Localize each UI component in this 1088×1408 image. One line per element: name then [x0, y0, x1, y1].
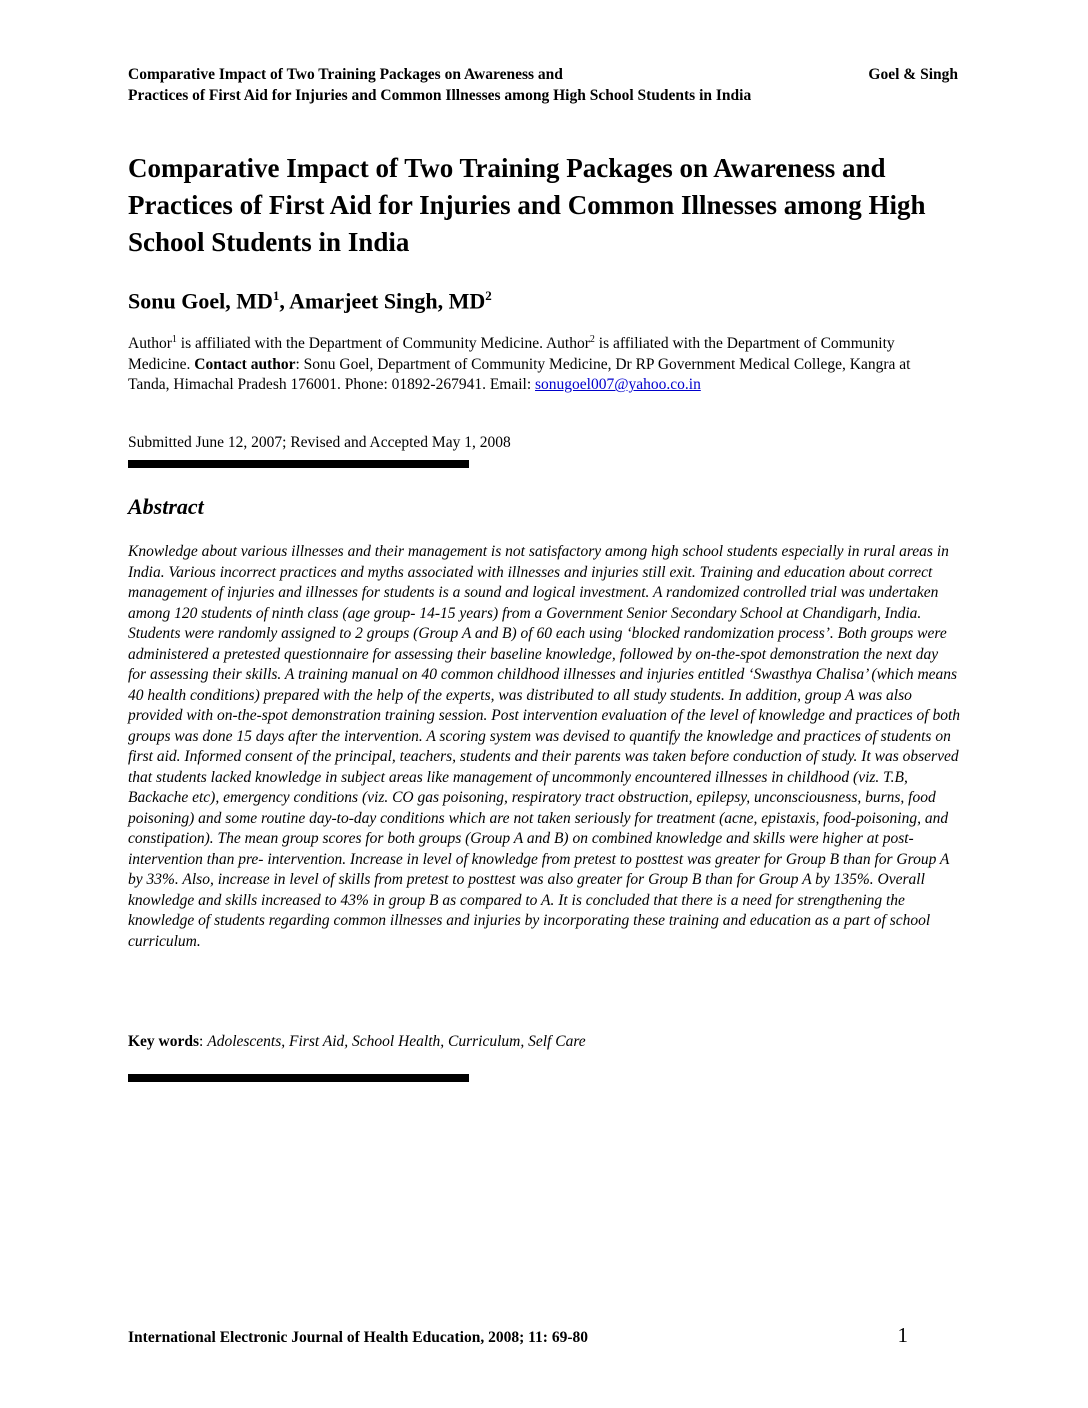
contact-author-label: Contact author — [194, 355, 296, 373]
author-name-2: Amarjeet Singh, MD — [289, 288, 486, 314]
submission-dates: Submitted June 12, 2007; Revised and Accepted May 1, 2008 — [128, 434, 511, 451]
affiliation-sup-2: 2 — [589, 334, 595, 345]
email-link[interactable]: sonugoel007@yahoo.co.in — [535, 376, 701, 394]
journal-citation: International Electronic Journal of Health Education, 2008; 11: 69-80 — [128, 1329, 588, 1346]
affiliation-text-1: is affiliated with the Department of Community Medicine. — [176, 335, 546, 353]
abstract-heading: Abstract — [128, 494, 204, 519]
running-head-title-line2: Practices of First Aid for Injuries and Common Illnesses among High School Students in India — [128, 87, 752, 104]
paper-title: Comparative Impact of Two Training Packages on Awareness and Practices of First Aid for Injuries and Common Illnesses among High School Students in India — [128, 153, 926, 257]
running-head-line1 — [128, 64, 958, 85]
affiliation-author-word-1: Author — [128, 335, 172, 353]
keywords-values: Adolescents, First Aid, School Health, Curriculum, Self Care — [207, 1033, 586, 1050]
keywords — [128, 1032, 586, 1052]
running-head-title-line1: Comparative Impact of Two Training Packages on Awareness and — [128, 66, 563, 83]
affiliation — [128, 330, 928, 396]
affiliation-text-2: is affiliated with the Department of Community Medicine. — [128, 335, 895, 373]
author-superscript-2: 2 — [485, 288, 492, 303]
author-list — [128, 280, 492, 317]
running-head-authors: Goel & Singh — [868, 66, 958, 83]
affiliation-sup-1: 1 — [171, 334, 177, 345]
keywords-separator: : — [199, 1033, 208, 1050]
author-name-1: Sonu Goel, MD — [128, 288, 273, 314]
page-number: 1 — [897, 1323, 908, 1347]
abstract-body: Knowledge about various illnesses and their management is not satisfactory among high school students especially in rural areas in India. Various incorrect practices and myths associated with illnesses and injuries still exit. Training and education about correct management of injuries and illnesses for students is a sound and logical investment. A randomized controlled trial was undertaken among 120 students of ninth class (age group- 14-15 years) from a Government Senior Secondary School at Chandigarh, India. Students were randomly assigned to 2 groups (Group A and B) of 60 each using ‘blocked randomization process’. Both groups were administered a pretested questionnaire for assessing their baseline knowledge, followed by on-the-spot demonstration the next day for assessing their skills. A training manual on 40 common childhood illnesses and injuries entitled ‘Swasthya Chalisa’ (which means 40 health conditions) prepared with the help of the experts, was distributed to all study students. In addition, group A was also provided with on-the-spot demonstration training session. Post intervention evaluation of the level of knowledge and practices of both groups was done 15 days after the intervention. A scoring system was devised to quantify the knowledge and practices of students on first aid. Informed consent of the principal, teachers, students and their parents was taken before conduction of study. It was observed that students lacked knowledge in subject areas like management of uncommonly encountered illnesses in childhood (viz. T.B, Backache etc), emergency conditions (viz. CO gas poisoning, respiratory tract obstruction, epilepsy, unconsciousness, burns, food poisoning) and some routine day-to-day conditions which are not taken seriously for treatment (acne, epistaxis, food-poisoning, and constipation). The mean group scores for both groups (Group A and B) on combined knowledge and skills were higher at post-intervention than pre- intervention. Increase in level of knowledge from pretest to posttest was greater for Group B than for Group A by 33%. Also, increase in level of skills from pretest to posttest was also greater for Group B than for Group A by 135%. Overall knowledge and skills increased to 43% in group B as compared to A. It is concluded that there is a need for strengthening the knowledge of students regarding common illnesses and injuries by incorporating these training and education as a part of school curriculum. — [128, 543, 961, 950]
author-separator: , — [279, 288, 290, 314]
page-footer — [128, 1323, 908, 1348]
running-head — [128, 64, 958, 106]
author-superscript-1: 1 — [272, 288, 280, 303]
contact-author-text: : Sonu Goel, Department of Community Medicine, Dr RP Government Medical College, Kangra at Tanda, Himachal Pradesh 176001. Phone: 01892-267941. Email: — [128, 355, 911, 394]
keywords-label: Key words — [128, 1033, 200, 1050]
affiliation-author-word-2: Author — [545, 335, 590, 353]
divider-rule-bottom — [128, 1074, 469, 1082]
divider-rule-top — [128, 460, 469, 468]
